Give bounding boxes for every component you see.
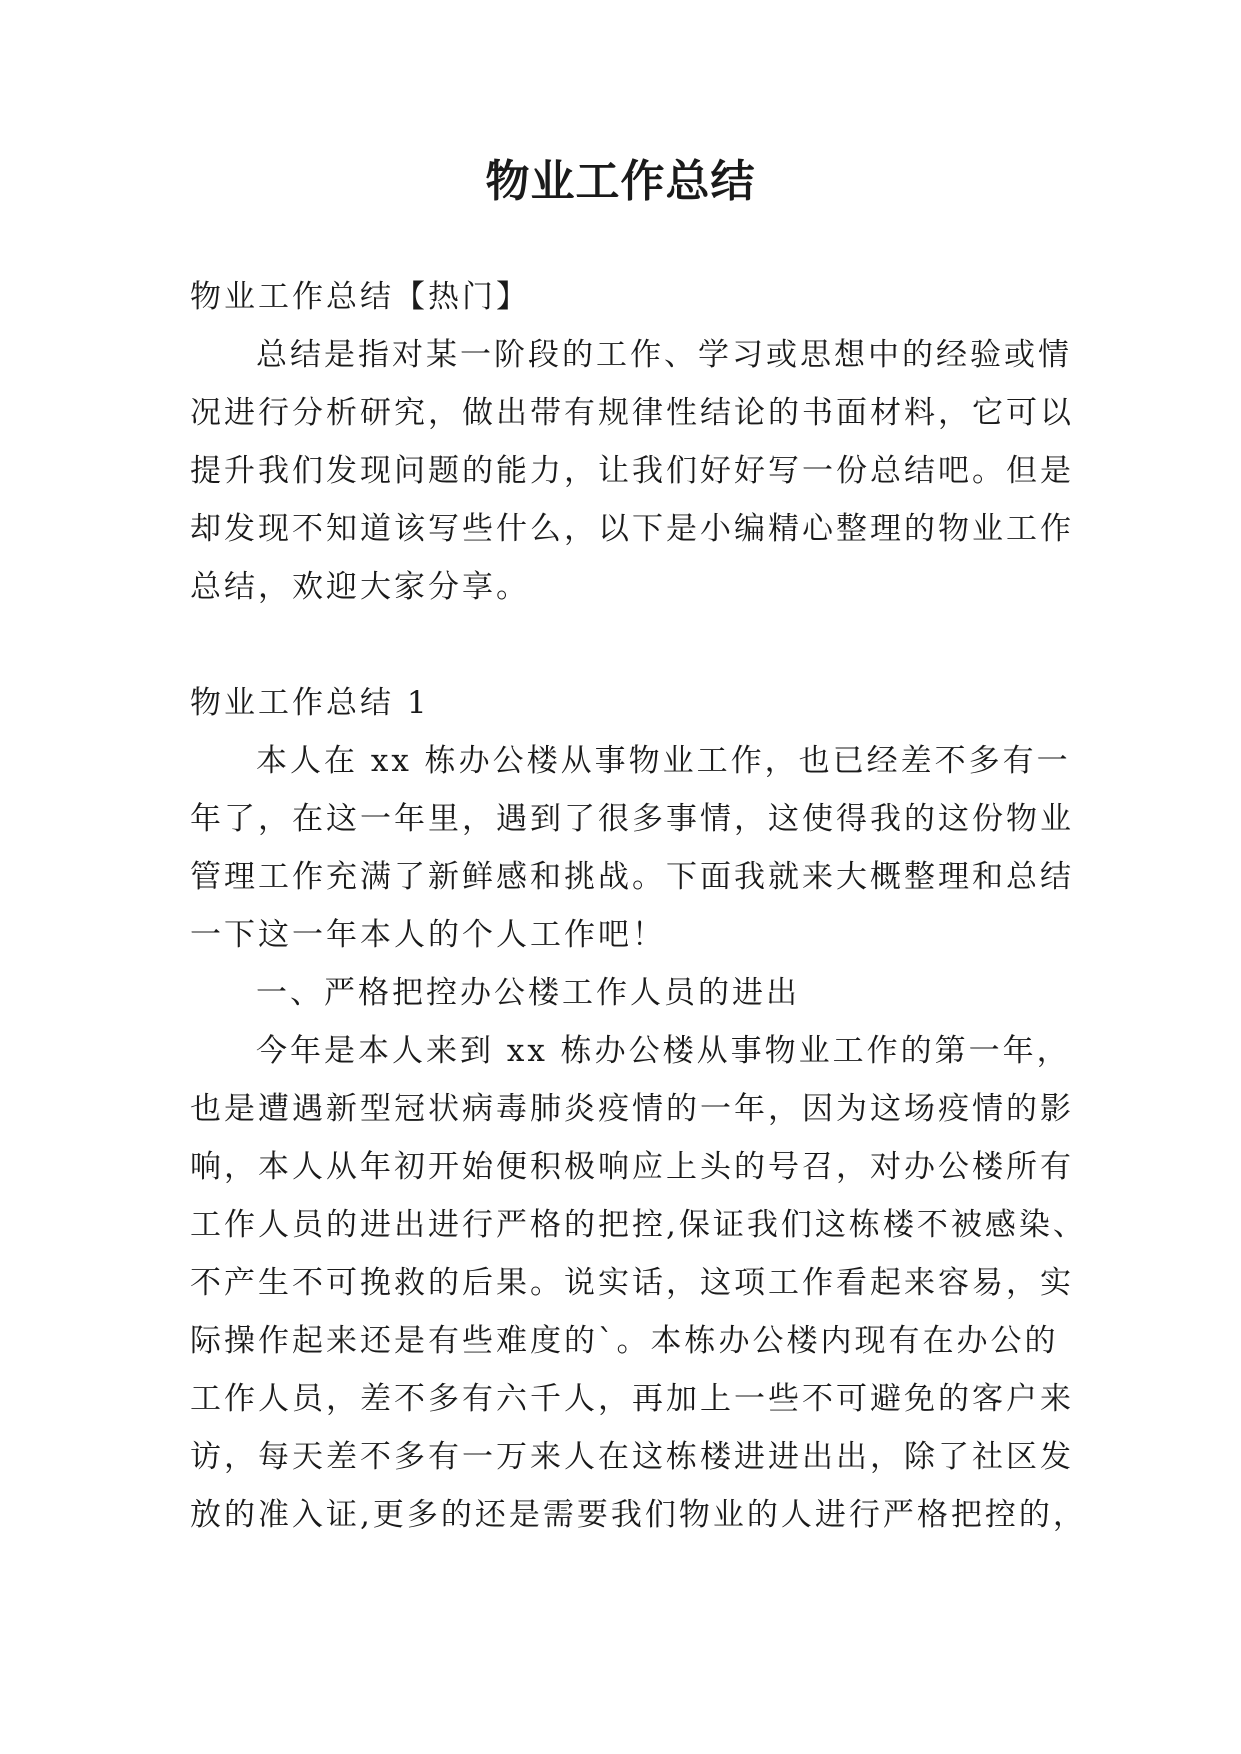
paragraph2-line: 访，每天差不多有一万来人在这栋楼进进出出，除了社区发 [190,1439,1074,1475]
intro-line: 总结是指对某一阶段的工作、学习或思想中的经验或情 [256,337,1072,373]
document-title: 物业工作总结 [485,156,756,207]
paragraph2-line: 际操作起来还是有些难度的`。本栋办公楼内现有在办公的 [190,1323,1059,1359]
paragraph2-line: 响，本人从年初开始便积极响应上头的号召，对办公楼所有 [190,1149,1074,1185]
intro-line: 提升我们发现问题的能力，让我们好好写一份总结吧。但是 [190,453,1074,489]
document-subtitle: 物业工作总结【热门】 [190,279,530,315]
paragraph1-line: 管理工作充满了新鲜感和挑战。下面我就来大概整理和总结 [190,859,1074,895]
paragraph1-line: 一下这一年本人的个人工作吧！ [190,917,666,953]
paragraph2-line: 工作人员，差不多有六千人，再加上一些不可避免的客户来 [190,1381,1074,1417]
paragraph-spacer [190,616,1055,674]
paragraph2-line: 今年是本人来到 xx 栋办公楼从事物业工作的第一年， [256,1033,1071,1069]
document-body [190,268,1087,1544]
point-heading: 一、严格把控办公楼工作人员的进出 [256,975,800,1011]
intro-line: 却发现不知道该写些什么，以下是小编精心整理的物业工作 [190,511,1074,547]
paragraph2-line: 也是遭遇新型冠状病毒肺炎疫情的一年，因为这场疫情的影 [190,1091,1074,1127]
section-heading: 物业工作总结 1 [190,685,430,721]
intro-line: 总结，欢迎大家分享。 [190,569,530,605]
paragraph1-line: 年了，在这一年里，遇到了很多事情，这使得我的这份物业 [190,801,1074,837]
intro-line: 况进行分析研究，做出带有规律性结论的书面材料，它可以 [190,395,1074,431]
paragraph2-line: 工作人员的进出进行严格的把控,保证我们这栋楼不被感染、 [190,1207,1087,1243]
paragraph1-line: 本人在 xx 栋办公楼从事物业工作，也已经差不多有一 [256,743,1071,779]
paragraph2-line: 不产生不可挽救的后果。说实话，这项工作看起来容易，实 [190,1265,1074,1301]
paragraph2-line: 放的准入证,更多的还是需要我们物业的人进行严格把控的， [190,1497,1087,1533]
